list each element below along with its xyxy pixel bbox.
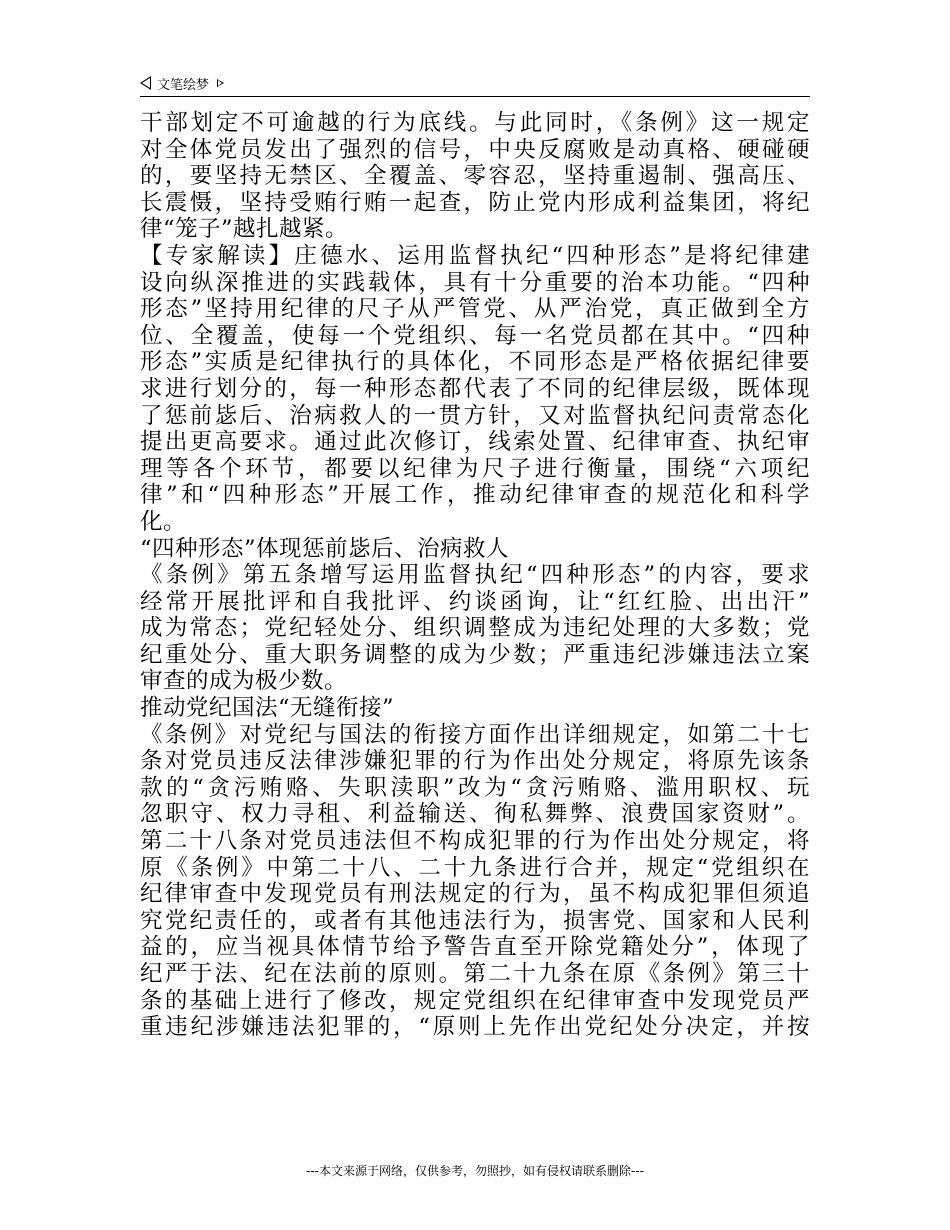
text-line: 《条例》第五条增写运用监督执纪“四种形态”的内容，要求	[140, 562, 810, 589]
text-line: 纪严于法、纪在法前的原则。第二十九条在原《条例》第三十	[140, 961, 810, 987]
text-line: 理等各个环节，都要以纪律为尺子进行衡量，围绕“六项纪	[140, 455, 810, 482]
text-line: 的，要坚持无禁区、全覆盖、零容忍，坚持重遏制、强高压、	[140, 163, 810, 190]
text-line: 律”和“四种形态”开展工作，推动纪律审查的规范化和科学	[140, 482, 810, 509]
text-line: 提出更高要求。通过此次修订，线索处置、纪律审查、执纪审	[140, 429, 810, 456]
header-rule	[140, 96, 810, 97]
header-title: 文笔绘梦	[157, 77, 210, 93]
text-line: 条的基础上进行了修改，规定党组织在纪律审查中发现党员严	[140, 987, 810, 1014]
page-header	[140, 72, 810, 94]
text-line: 干部划定不可逾越的行为底线。与此同时，《条例》这一规定	[140, 110, 810, 136]
text-line: 原《条例》中第二十八、二十九条进行合并，规定“党组织在	[140, 854, 810, 881]
text-line: 第二十八条对党员违法但不构成犯罪的行为作出处分规定，将	[140, 828, 810, 855]
triangle-left-icon	[140, 76, 151, 90]
footer-notice: ---本文来源于网络，仅供参考，勿照抄，如有侵权请联系删除---	[306, 1164, 644, 1178]
triangle-right-icon	[217, 79, 224, 87]
text-line: 形态”实质是纪律执行的具体化，不同形态是严格依据纪律要	[140, 349, 810, 376]
text-line: 《条例》对党纪与国法的衔接方面作出详细规定，如第二十七	[140, 721, 810, 748]
text-line: 【专家解读】庄德水、运用监督执纪“四种形态”是将纪律建	[140, 242, 810, 269]
text-line: 设向纵深推进的实践载体，具有十分重要的治本功能。“四种	[140, 269, 810, 296]
text-line: 重违纪涉嫌违法犯罪的，“原则上先作出党纪处分决定，并按	[140, 1014, 810, 1041]
text-line: 长震慑，坚持受贿行贿一起查，防止党内形成利益集团，将纪	[140, 189, 810, 216]
text-line: 审查的成为极少数。	[140, 668, 348, 695]
text-line: 经常开展批评和自我批评、约谈函询，让“红红脸、出出汗”	[140, 588, 810, 615]
text-line: 款的“贪污贿赂、失职渎职”改为“贪污贿赂、滥用职权、玩	[140, 774, 810, 801]
text-line: 对全体党员发出了强烈的信号，中央反腐败是动真格、硬碰硬	[140, 136, 810, 163]
text-line: 益的，应当视具体情节给予警告直至开除党籍处分”，体现了	[140, 934, 810, 961]
text-line: “四种形态”体现惩前毖后、治病救人	[140, 535, 510, 562]
text-line: 律“笼子”越扎越紧。	[140, 216, 349, 243]
document-body	[140, 110, 810, 1041]
text-line: 纪律审查中发现党员有刑法规定的行为，虽不构成犯罪但须追	[140, 881, 810, 908]
text-line: 推动党纪国法“无缝衔接”	[140, 695, 395, 722]
text-line: 纪重处分、重大职务调整的成为少数；严重违纪涉嫌违法立案	[140, 641, 810, 668]
text-line: 条对党员违反法律涉嫌犯罪的行为作出处分规定，将原先该条	[140, 748, 810, 775]
text-line: 求进行划分的，每一种形态都代表了不同的纪律层级，既体现	[140, 375, 810, 402]
text-line: 成为常态；党纪轻处分、组织调整成为违纪处理的大多数；党	[140, 615, 810, 642]
text-line: 位、全覆盖，使每一个党组织、每一名党员都在其中。“四种	[140, 322, 810, 349]
text-line: 了惩前毖后、治病救人的一贯方针，又对监督执纪问责常态化	[140, 402, 810, 429]
text-line: 忽职守、权力寻租、利益输送、徇私舞弊、浪费国家资财”。	[140, 801, 810, 828]
text-line: 化。	[140, 508, 187, 535]
text-line: 究党纪责任的，或者有其他违法行为，损害党、国家和人民利	[140, 907, 810, 934]
text-line: 形态”坚持用纪律的尺子从严管党、从严治党，真正做到全方	[140, 296, 810, 323]
